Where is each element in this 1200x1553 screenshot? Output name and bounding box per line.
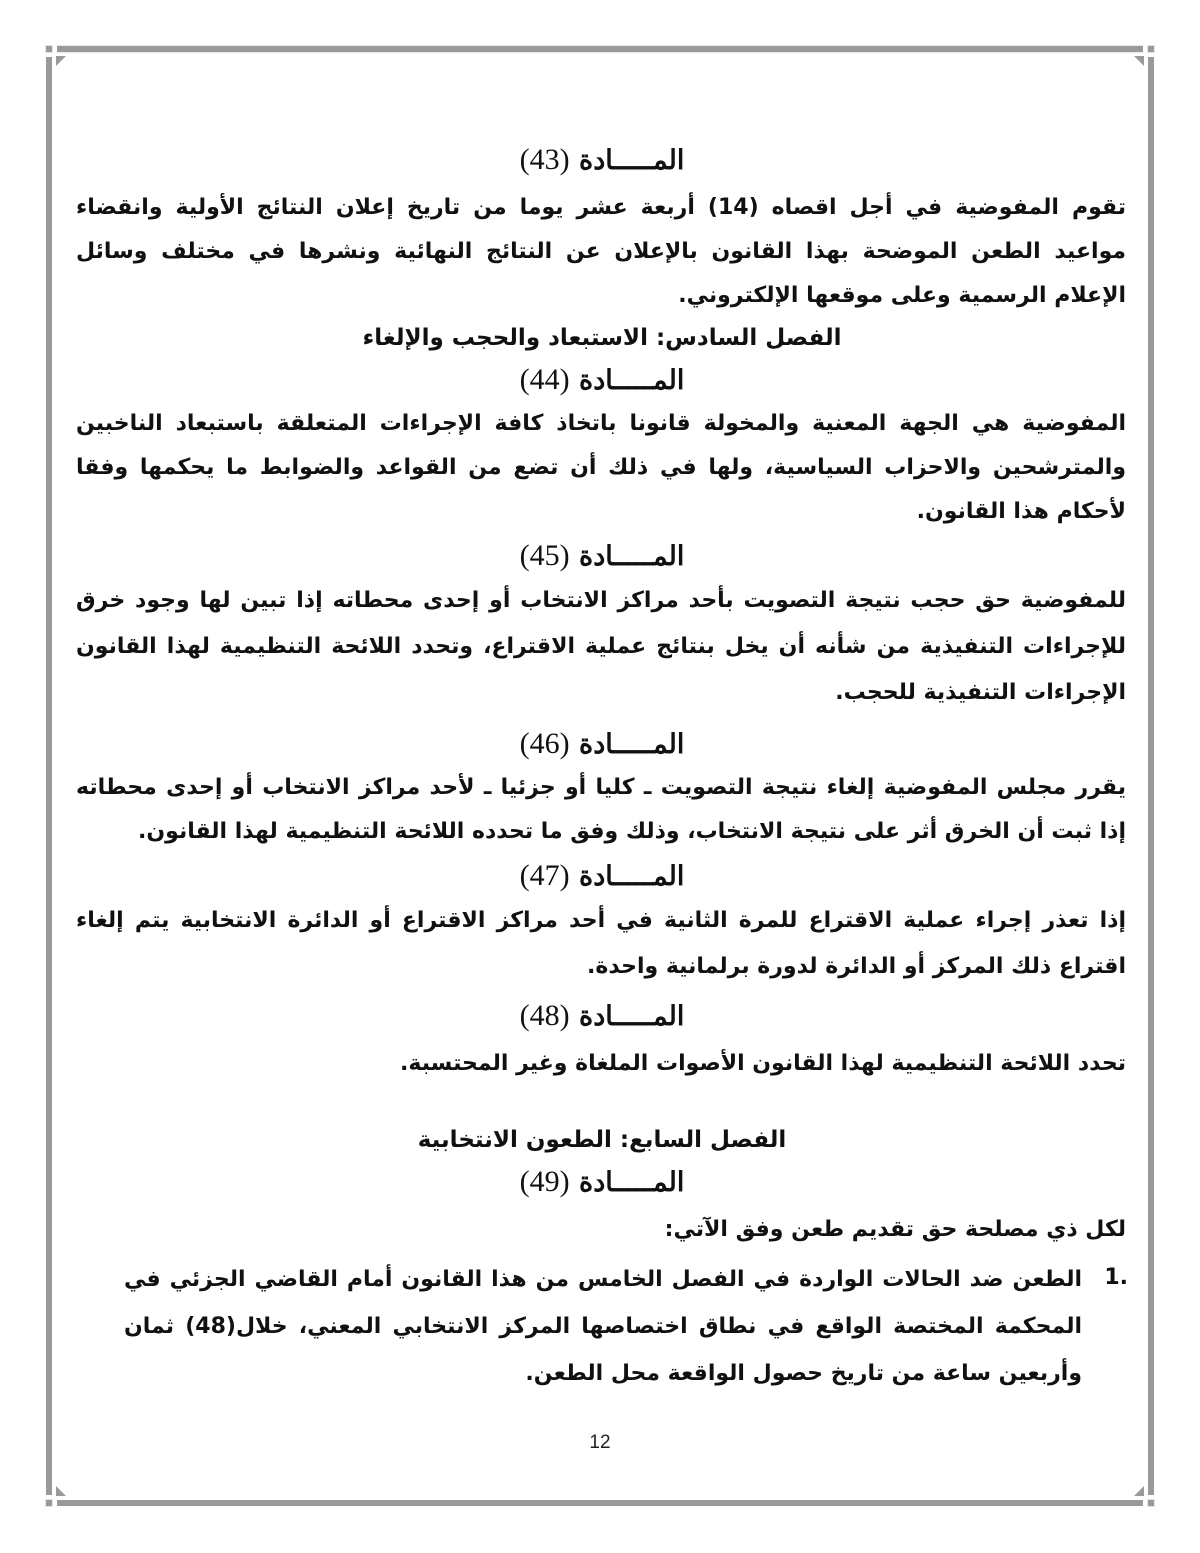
article-heading bbox=[76, 854, 1128, 898]
article-heading bbox=[76, 138, 1128, 182]
article-heading bbox=[76, 722, 1128, 766]
article-47 bbox=[76, 854, 1128, 990]
article-46 bbox=[76, 722, 1128, 854]
article-heading-word: المـــــادة bbox=[579, 365, 685, 396]
article-paragraph: يقرر مجلس المفوضية إلغاء نتيجة التصويت ـ كليا أو جزئيا ـ لأحد مراكز الانتخاب أو إحدى محطاته إذا ثبت أن الخرق أثر على نتيجة الانتخاب، وذلك وفق ما تحدده اللائحة التنظيمية لهذا القانون. bbox=[76, 775, 1126, 844]
page-number: 12 bbox=[589, 1432, 611, 1453]
article-list bbox=[76, 1256, 1128, 1397]
article-paragraph: المفوضية هي الجهة المعنية والمخولة قانونا باتخاذ كافة الإجراءات المتعلقة باستبعاد الناخبين والمترشحين والاحزاب السياسية، ولها في ذلك أن تضع من القواعد والضوابط ما يحكمها وفقا لأحكام هذا القانون. bbox=[76, 411, 1126, 524]
border-corner-square-top-right bbox=[1148, 46, 1154, 52]
list-item-number: .1 bbox=[1104, 1265, 1128, 1290]
article-heading-word: المـــــادة bbox=[579, 861, 685, 892]
article-heading bbox=[76, 534, 1128, 578]
article-paragraph: تحدد اللائحة التنظيمية لهذا القانون الأصوات الملغاة وغير المحتسبة. bbox=[400, 1051, 1126, 1076]
article-heading bbox=[76, 358, 1128, 402]
article-paragraph: للمفوضية حق حجب نتيجة التصويت بأحد مراكز الانتخاب أو إحدى محطاته إذا تبين لها وجود خرق للإجراءات التنفيذية من شأنه أن يخل بنتائج عملية الاقتراع، وتحدد اللائحة التنظيمية لهذا القانون الإجراءات التنفيذية للحجب. bbox=[76, 588, 1126, 705]
page-border-right bbox=[1148, 57, 1154, 1495]
article-number: (44) bbox=[519, 363, 570, 396]
article-number: (47) bbox=[519, 859, 570, 892]
page-border-top bbox=[57, 46, 1143, 52]
article-paragraph: إذا تعذر إجراء عملية الاقتراع للمرة الثانية في أحد مراكز الاقتراع أو الدائرة الانتخابية يتم إلغاء اقتراع ذلك المركز أو الدائرة لدورة برلمانية واحدة. bbox=[76, 908, 1126, 979]
article-heading-word: المـــــادة bbox=[579, 1167, 685, 1198]
article-number: (49) bbox=[519, 1165, 570, 1198]
border-corner-triangle-icon bbox=[1134, 1486, 1144, 1496]
article-number: (46) bbox=[519, 727, 570, 760]
article-45 bbox=[76, 534, 1128, 716]
chapter-title: الفصل السادس: الاستبعاد والحجب والإلغاء bbox=[362, 325, 842, 351]
page-border-bottom bbox=[57, 1500, 1143, 1506]
border-corner-triangle-icon bbox=[1134, 56, 1144, 66]
article-heading bbox=[76, 1160, 1128, 1204]
article-44 bbox=[76, 358, 1128, 534]
article-paragraph: لكل ذي مصلحة حق تقديم طعن وفق الآتي: bbox=[664, 1217, 1126, 1242]
page-border-left bbox=[46, 57, 52, 1495]
article-number: (48) bbox=[519, 999, 570, 1032]
document-body bbox=[76, 130, 1128, 1397]
article-heading-word: المـــــادة bbox=[579, 541, 685, 572]
list-item bbox=[76, 1256, 1128, 1397]
list-item-text: الطعن ضد الحالات الواردة في الفصل الخامس من هذا القانون أمام القاضي الجزئي في المحكمة المختصة الواقع في نطاق اختصاصها المركز الانتخابي المعني، خلال(48) ثمان وأربعين ساعة من تاريخ حصول الواقعة محل الطعن. bbox=[124, 1267, 1083, 1386]
article-heading-word: المـــــادة bbox=[579, 729, 685, 760]
article-heading bbox=[76, 994, 1128, 1038]
article-48 bbox=[76, 994, 1128, 1086]
article-43 bbox=[76, 138, 1128, 318]
border-corner-square-bottom-left bbox=[46, 1500, 52, 1506]
article-heading-word: المـــــادة bbox=[579, 145, 685, 176]
article-heading-word: المـــــادة bbox=[579, 1001, 685, 1032]
article-49 bbox=[76, 1160, 1128, 1397]
border-corner-triangle-icon bbox=[56, 1486, 66, 1496]
article-number: (45) bbox=[519, 539, 570, 572]
article-paragraph: تقوم المفوضية في أجل اقصاه (14) أربعة عشر يوما من تاريخ إعلان النتائج الأولية وانقضاء مواعيد الطعن الموضحة بهذا القانون بالإعلان عن النتائج النهائية ونشرها في مختلف وسائل الإعلام الرسمية وعلى موقعها الإلكتروني. bbox=[76, 195, 1126, 308]
border-corner-triangle-icon bbox=[56, 56, 66, 66]
border-corner-square-bottom-right bbox=[1148, 1500, 1154, 1506]
article-number: (43) bbox=[519, 143, 570, 176]
chapter-title: الفصل السابع: الطعون الانتخابية bbox=[417, 1127, 787, 1153]
border-corner-square-top-left bbox=[46, 46, 52, 52]
